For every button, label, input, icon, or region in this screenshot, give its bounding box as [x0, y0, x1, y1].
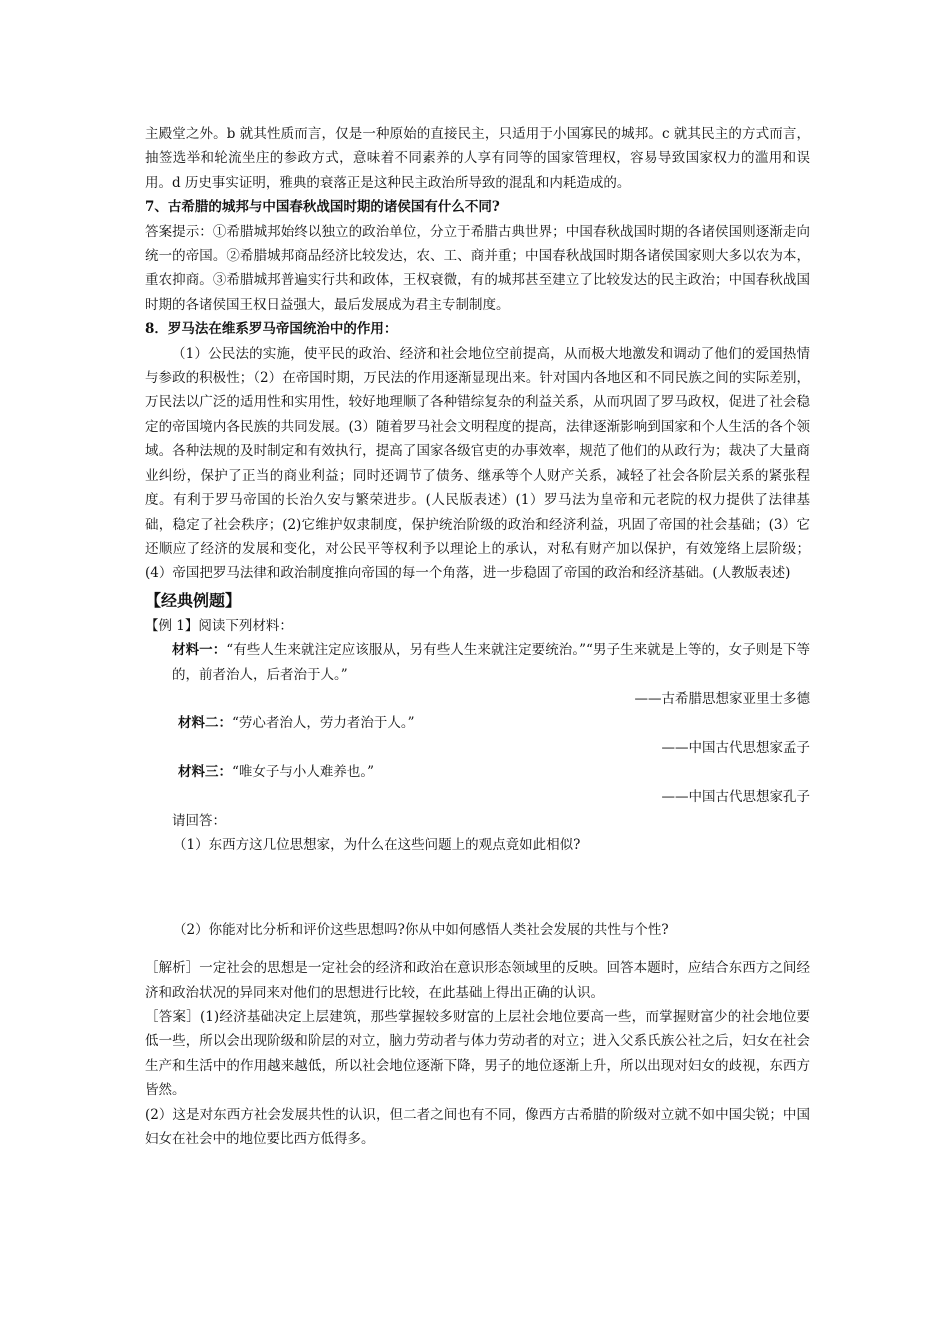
material-3-attribution: ——中国古代思想家孔子 — [661, 788, 810, 805]
material-2 — [145, 711, 810, 735]
question-7-title: 7、古希腊的城邦与中国春秋战国时期的诸侯国有什么不同? — [145, 199, 500, 216]
paragraph-democracy-critique: 主殿堂之外。b 就其性质而言，仅是一种原始的直接民主，只适用于小国寡民的城邦。c 就其民主的方式而言，抽签选举和轮流坐庄的参政方式，意味着不同素养的人享有同等的国家管理权，容易导致国家权力的滥用和误用。d 历史事实证明，雅典的衰落正是这种民主政治所导致的混乱和内耗造成的。 — [145, 126, 810, 191]
material-2-label: 材料二： — [178, 715, 232, 732]
material-2-attribution: ——中国古代思想家孟子 — [661, 739, 810, 756]
answer-space-2 — [145, 942, 810, 956]
material-3 — [145, 760, 810, 784]
example-intro: 【例 1】阅读下列材料： — [145, 617, 293, 634]
material-1 — [145, 638, 810, 687]
answer-part-1: ［答案］(1)经济基础决定上层建筑，那些掌握较多财富的上层社会地位要高一些，而掌握财富少的社会地位要低一些，所以会出现阶级和阶层的对立，脑力劳动者与体力劳动者的对立；进入父系氏族公社之后，妇女在社会生产和生活中的作用越来越低，所以社会地位逐渐下降，男子的地位逐渐上升，所以出现对妇女的歧视，东西方皆然。 — [145, 1009, 810, 1099]
material-3-label: 材料三： — [178, 764, 232, 781]
question-2: （2）你能对比分析和评价这些思想吗?你从中如何感悟人类社会发展的共性与个性? — [173, 921, 669, 938]
material-3-text: “唯女子与小人难养也。” — [232, 764, 375, 781]
material-1-text: “有些人生来就注定应该服从，另有些人生来就注定要统治。”“男子生来就是上等的，女子则是下等的，前者治人，后者治于人。” — [172, 642, 810, 683]
material-1-attribution: ——古希腊思想家亚里士多德 — [634, 690, 810, 707]
section-title-classic-examples: 【经典例题】 — [145, 590, 242, 610]
question-8-body: （1）公民法的实施，使平民的政治、经济和社会地位空前提高，从而极大地激发和调动了他们的爱国热情与参政的积极性；（2）在帝国时期，万民法的作用逐渐显现出来。针对国内各地区和不同民族之间的实际差别，万民法以广泛的适用性和实用性，较好地理顺了各种错综复杂的利益关系，从而巩固了罗马政权，促进了社会稳定的帝国境内各民族的共同发展。(3）随着罗马社会文明程度的提高，法律逐渐影响到国家和个人生活的各个领域。各种法规的及时制定和有效执行，提高了国家各级官吏的办事效率，规范了他们的从政行为；裁决了大量商业纠纷，保护了正当的商业利益；同时还调节了债务、继承等个人财产关系，减轻了社会各阶层关系的紧张程度。有利于罗马帝国的长治久安与繁荣进步。(人民版表述）(1）罗马法为皇帝和元老院的权力提供了法律基础，稳定了社会秩序；(2)它维护奴隶制度，保护统治阶级的政治和经济利益，巩固了帝国的社会基础；(3）它还顺应了经济的发展和变化，对公民平等权利予以理论上的承认，对私有财产加以保护，有效笼络上层阶级；(4）帝国把罗马法律和政治制度推向帝国的每一个角落，进一步稳固了帝国的政治和经济基础。(人教版表述) — [145, 345, 810, 582]
question-7-answer: 答案提示：①希腊城邦始终以独立的政治单位，分立于希腊古典世界；中国春秋战国时期的各诸侯国则逐渐走向统一的帝国。②希腊城邦商品经济比较发达，农、工、商并重；中国春秋战国时期各诸侯国家则大多以农为本，重农抑商。③希腊城邦普遍实行共和政体，王权衰微，有的城邦甚至建立了比较发达的民主政治；中国春秋战国时期的各诸侯国王权日益强大，最后发展成为君主专制制度。 — [145, 223, 810, 313]
question-1: （1）东西方这几位思想家，为什么在这些问题上的观点竟如此相似? — [173, 837, 581, 854]
material-2-text: “劳心者治人，劳力者治于人。” — [232, 715, 415, 732]
ask-prompt: 请回答： — [172, 812, 226, 829]
analysis: ［解析］一定社会的思想是一定社会的经济和政治在意识形态领域里的反映。回答本题时，应结合东西方之间经济和政治状况的异同来对他们的思想进行比较，在此基础上得出正确的认识。 — [145, 960, 810, 1001]
answer-part-2: (2）这是对东西方社会发展共性的认识，但二者之间也有不同，像西方古希腊的阶级对立就不如中国尖锐；中国妇女在社会中的地位要比西方低得多。 — [145, 1106, 810, 1148]
answer-space-1 — [145, 858, 810, 918]
question-8-title: 8．罗马法在维系罗马帝国统治中的作用： — [145, 321, 398, 338]
material-1-label: 材料一： — [172, 642, 227, 659]
document-content — [145, 122, 810, 1151]
